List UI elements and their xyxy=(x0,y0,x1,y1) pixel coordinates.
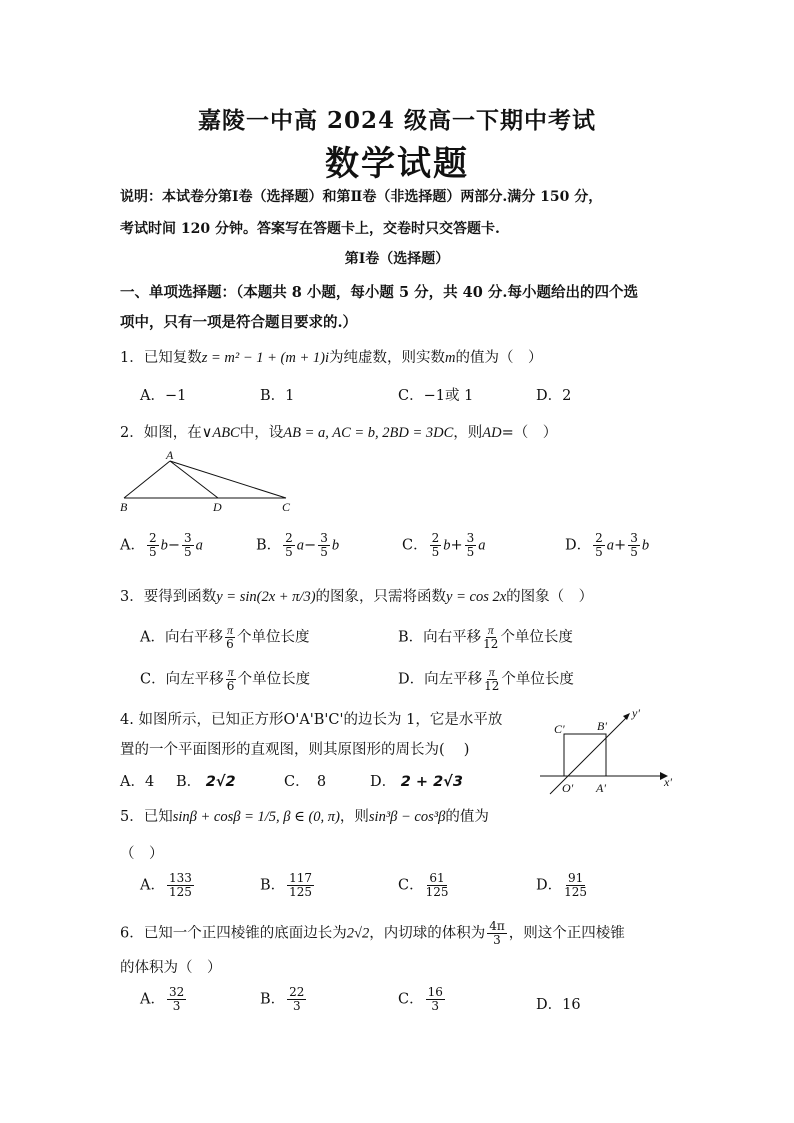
q6-line2: 的体积为（ ） xyxy=(120,960,222,976)
q2-option-c[interactable]: C． $\frac{2}{5}$ b+ $\frac{3}{5}$ a xyxy=(402,531,486,559)
q2-d-num1: 2 xyxy=(595,531,603,545)
q3-a-frac xyxy=(225,624,235,651)
q4-square-figure xyxy=(534,700,684,800)
q2-a-num1: 2 xyxy=(148,531,157,545)
q2-d-den1: 5 xyxy=(595,545,603,559)
exam-title: 嘉陵一中高 2024 级高一下期中考试 xyxy=(197,107,597,134)
q6-option-b[interactable] xyxy=(260,986,308,1013)
q2-c-frac2 xyxy=(465,532,477,559)
q2-b-frac1 xyxy=(283,532,295,559)
q6-a-frac xyxy=(167,986,186,1013)
question-3 xyxy=(120,585,593,606)
question-2 xyxy=(120,421,557,442)
q2-mid: 中，设 xyxy=(239,425,284,441)
q3-d-text: D．向左平移 xyxy=(398,671,483,688)
q3-d-unit: 个单位长度 xyxy=(501,671,574,688)
q3-a-unit: 个单位长度 xyxy=(237,629,310,646)
q2-a-den2: 5 xyxy=(184,545,192,559)
q2-d-den2: 5 xyxy=(630,545,638,559)
q3-a-den: 6 xyxy=(226,637,234,651)
q6-volume-den: 3 xyxy=(493,933,501,947)
q6-volume-num: 4π xyxy=(489,919,505,933)
q5-b-frac xyxy=(287,872,314,899)
q2-b-num1: 2 xyxy=(285,531,293,545)
section-heading-line1: 一、单项选择题：（本题共 8 小题，每小题 5 分，共 40 分.每小题给出的四个选 xyxy=(120,284,638,301)
q2-label-d: D xyxy=(213,500,222,514)
exam-note-line1: 说明：本试卷分第Ⅰ卷（选择题）和第Ⅱ卷（非选择题）两部分.满分 150 分， xyxy=(120,189,603,205)
q3-option-d[interactable] xyxy=(398,666,574,693)
q2-segment-ad xyxy=(170,461,218,498)
q2-option-b-letter: B． xyxy=(256,537,282,554)
q2-a-frac2 xyxy=(182,532,194,559)
q1-expression: z = m² − 1 + (m + 1)i xyxy=(201,350,329,366)
q2-c-den1: 5 xyxy=(431,545,440,559)
q2-c-num1: 2 xyxy=(431,531,440,545)
q5-option-b[interactable] xyxy=(260,872,316,899)
q2-option-c-letter: C． xyxy=(402,537,428,554)
q6-a-den: 3 xyxy=(172,999,181,1013)
q4-option-c[interactable]: C． 8 xyxy=(284,774,327,790)
q2-c-var1: b xyxy=(443,537,451,554)
q2-prefix: 2．如图，在∨ xyxy=(120,425,213,441)
q2-b-num2: 3 xyxy=(320,531,328,545)
part-title: 第Ⅰ卷（选择题） xyxy=(344,251,450,267)
q5-b-den: 125 xyxy=(289,885,313,899)
q2-label-b: B xyxy=(120,500,128,514)
q5-option-a-letter: A． xyxy=(140,877,165,894)
q1-variable: m xyxy=(445,350,456,366)
q4-option-a[interactable]: A．4 xyxy=(120,774,155,790)
q2-c-den2: 5 xyxy=(466,545,475,559)
q3-d-den: 12 xyxy=(484,679,500,693)
q6-tail: ，则这个正四棱锥 xyxy=(508,925,625,942)
q2-side-ab xyxy=(124,461,170,498)
q2-label-c: C xyxy=(282,500,291,514)
q5-paren: （ ） xyxy=(120,846,164,862)
q5-a-num: 133 xyxy=(168,871,192,885)
q2-label-a: A xyxy=(166,448,174,462)
q2-c-frac1 xyxy=(430,532,442,559)
q4-y-arrowhead xyxy=(623,713,630,720)
q3-c-text: C．向左平移 xyxy=(140,671,224,688)
q1-option-c[interactable]: C．−1或 1 xyxy=(398,388,474,404)
q3-b-text: B．向右平移 xyxy=(398,629,482,646)
q2-d-num2: 3 xyxy=(630,531,638,545)
q4-label-o: O' xyxy=(562,781,574,795)
q2-d-frac1 xyxy=(593,532,605,559)
q2-a-var1: b xyxy=(160,537,168,554)
section-heading-line2: 项中，只有一项是符合题目要求的.） xyxy=(120,314,358,331)
q5-option-b-letter: B． xyxy=(260,877,286,894)
q6-volume-frac xyxy=(487,920,507,947)
q4-label-b: B' xyxy=(597,719,607,733)
q4-square xyxy=(564,734,606,776)
q5-prefix: 5．已知 xyxy=(120,809,173,825)
q5-a-den: 125 xyxy=(168,885,192,899)
q1-suffix: 为纯虚数，则实数 xyxy=(329,350,445,366)
q3-b-num: π xyxy=(487,623,494,637)
q6-option-b-letter: B． xyxy=(260,991,286,1008)
q2-tail: =（ ） xyxy=(501,425,558,441)
question-1 xyxy=(120,346,542,367)
q5-option-d-letter: D． xyxy=(536,877,563,894)
q3-b-den: 12 xyxy=(483,637,499,651)
q3-func1: y = sin(2x + π/3) xyxy=(216,589,316,605)
q3-d-frac xyxy=(484,666,499,693)
q2-ad-vector: AD xyxy=(482,425,502,441)
q2-a-den1: 5 xyxy=(148,545,157,559)
q3-option-c[interactable] xyxy=(140,666,310,693)
q1-option-a[interactable]: A．−1 xyxy=(140,388,187,404)
q3-c-frac xyxy=(226,666,236,693)
question-6 xyxy=(120,920,625,947)
q3-mid: 的图象，只需将函数 xyxy=(315,589,447,605)
q6-mid: ，内切球的体积为 xyxy=(369,925,486,942)
q2-then: ，则 xyxy=(453,425,483,441)
q5-tail: 的值为 xyxy=(445,809,489,825)
q6-c-num: 16 xyxy=(427,985,443,999)
q2-triangle-figure xyxy=(110,446,310,514)
q2-side-ac xyxy=(170,461,286,498)
q3-a-num: π xyxy=(226,623,233,637)
q3-func2: y = cos 2x xyxy=(446,589,507,605)
q4-option-b-letter: B． xyxy=(176,774,202,790)
q5-option-a[interactable] xyxy=(140,872,196,899)
q6-option-d[interactable]: D．16 xyxy=(536,997,581,1013)
q6-option-a[interactable] xyxy=(140,986,188,1013)
q4-option-d-letter: D． xyxy=(370,774,397,790)
q2-option-b[interactable]: B． $\frac{2}{5}$ a− $\frac{3}{5}$ b xyxy=(256,531,340,559)
q6-b-frac xyxy=(287,986,306,1013)
q3-b-unit: 个单位长度 xyxy=(500,629,573,646)
q5-option-d[interactable] xyxy=(536,872,589,899)
q3-option-a[interactable] xyxy=(140,624,310,651)
q2-d-frac2 xyxy=(628,532,640,559)
q3-d-num: π xyxy=(488,665,495,679)
q4-option-b[interactable] xyxy=(176,770,236,791)
q2-c-var2: a xyxy=(478,537,486,554)
q5-c-frac xyxy=(426,872,449,899)
q2-a-frac1 xyxy=(147,532,159,559)
q3-prefix: 3．要得到函数 xyxy=(120,589,217,605)
q3-tail: 的图象（ ） xyxy=(506,589,594,605)
q5-mid: ，则 xyxy=(339,809,369,825)
q2-option-d-letter: D． xyxy=(565,537,592,554)
q2-b-var2: b xyxy=(331,537,340,554)
q2-condition: AB = a, AC = b, 2BD = 3DC xyxy=(283,425,454,441)
q2-option-d[interactable]: D． $\frac{2}{5}$ a+ $\frac{3}{5}$ b xyxy=(565,531,650,559)
q3-c-num: π xyxy=(227,665,234,679)
q3-b-frac xyxy=(483,624,498,651)
q2-d-var1: a xyxy=(606,537,615,554)
q6-option-c[interactable] xyxy=(398,986,447,1013)
q5-d-num: 91 xyxy=(567,871,584,885)
q6-prefix: 6．已知一个正四棱锥的底面边长为 xyxy=(120,925,347,942)
q5-option-c[interactable] xyxy=(398,872,451,899)
q6-b-den: 3 xyxy=(292,999,301,1013)
q3-c-unit: 个单位长度 xyxy=(237,671,311,688)
q4-line2: 置的一个平面图形的直观图，则其原图形的周长为( ) xyxy=(120,742,470,758)
q5-d-den: 125 xyxy=(564,885,588,899)
q1-tail: 的值为（ ） xyxy=(455,350,543,366)
q4-label-x: x' xyxy=(664,775,672,789)
q4-label-y: y' xyxy=(632,706,640,720)
q6-side: 2√2 xyxy=(346,925,370,942)
q2-b-var1: a xyxy=(296,537,305,554)
q3-a-text: A．向右平移 xyxy=(140,629,223,646)
q6-a-num: 32 xyxy=(168,985,185,999)
q4-option-d-value: 2 + 2√3 xyxy=(400,774,463,790)
q5-c-den: 125 xyxy=(425,885,449,899)
q1-option-d[interactable]: D．2 xyxy=(536,388,572,404)
q4-label-a: A' xyxy=(596,781,606,795)
q5-a-frac xyxy=(167,872,194,899)
q6-option-c-letter: C． xyxy=(398,991,424,1008)
q6-option-a-letter: A． xyxy=(140,991,165,1008)
q2-option-a[interactable]: A． $\frac{2}{5}$ b− $\frac{3}{5}$ a xyxy=(120,531,203,559)
q6-c-frac xyxy=(426,986,445,1013)
q2-triangle-name: ABC xyxy=(212,425,240,441)
q2-c-num2: 3 xyxy=(466,531,475,545)
q2-d-var2: b xyxy=(641,537,650,554)
q5-expression: sinβ + cosβ = 1/5, β ∈ (0, π) xyxy=(172,809,340,825)
q2-b-den2: 5 xyxy=(320,545,328,559)
q2-a-num2: 3 xyxy=(184,531,192,545)
q6-b-num: 22 xyxy=(289,985,305,999)
question-5 xyxy=(120,805,489,826)
exam-note-line2: 考试时间 120 分钟。答案写在答题卡上，交卷时只交答题卡. xyxy=(120,221,500,237)
q3-c-den: 6 xyxy=(226,679,235,693)
q5-option-c-letter: C． xyxy=(398,877,424,894)
q2-b-den1: 5 xyxy=(285,545,293,559)
q6-c-den: 3 xyxy=(431,999,440,1013)
q2-b-frac2 xyxy=(318,532,330,559)
q1-option-b[interactable]: B．1 xyxy=(260,388,295,404)
q5-d-frac xyxy=(564,872,587,899)
q2-a-var2: a xyxy=(195,537,203,554)
q4-option-d[interactable] xyxy=(370,770,463,791)
exam-subtitle: 数学试题 xyxy=(325,144,469,184)
q2-option-a-letter: A． xyxy=(120,537,145,554)
q5-b-num: 117 xyxy=(289,871,313,885)
q1-prefix: 1．已知复数 xyxy=(120,350,202,366)
q3-option-b[interactable] xyxy=(398,624,573,651)
q5-expression2: sin³β − cos³β xyxy=(368,809,446,825)
q4-option-b-value: 2√2 xyxy=(205,774,236,790)
q5-c-num: 61 xyxy=(429,871,445,885)
q4-label-c: C' xyxy=(554,722,565,736)
q4-line1: 4. 如图所示，已知正方形O'A'B'C'的边长为 1，它是水平放 xyxy=(120,712,503,728)
